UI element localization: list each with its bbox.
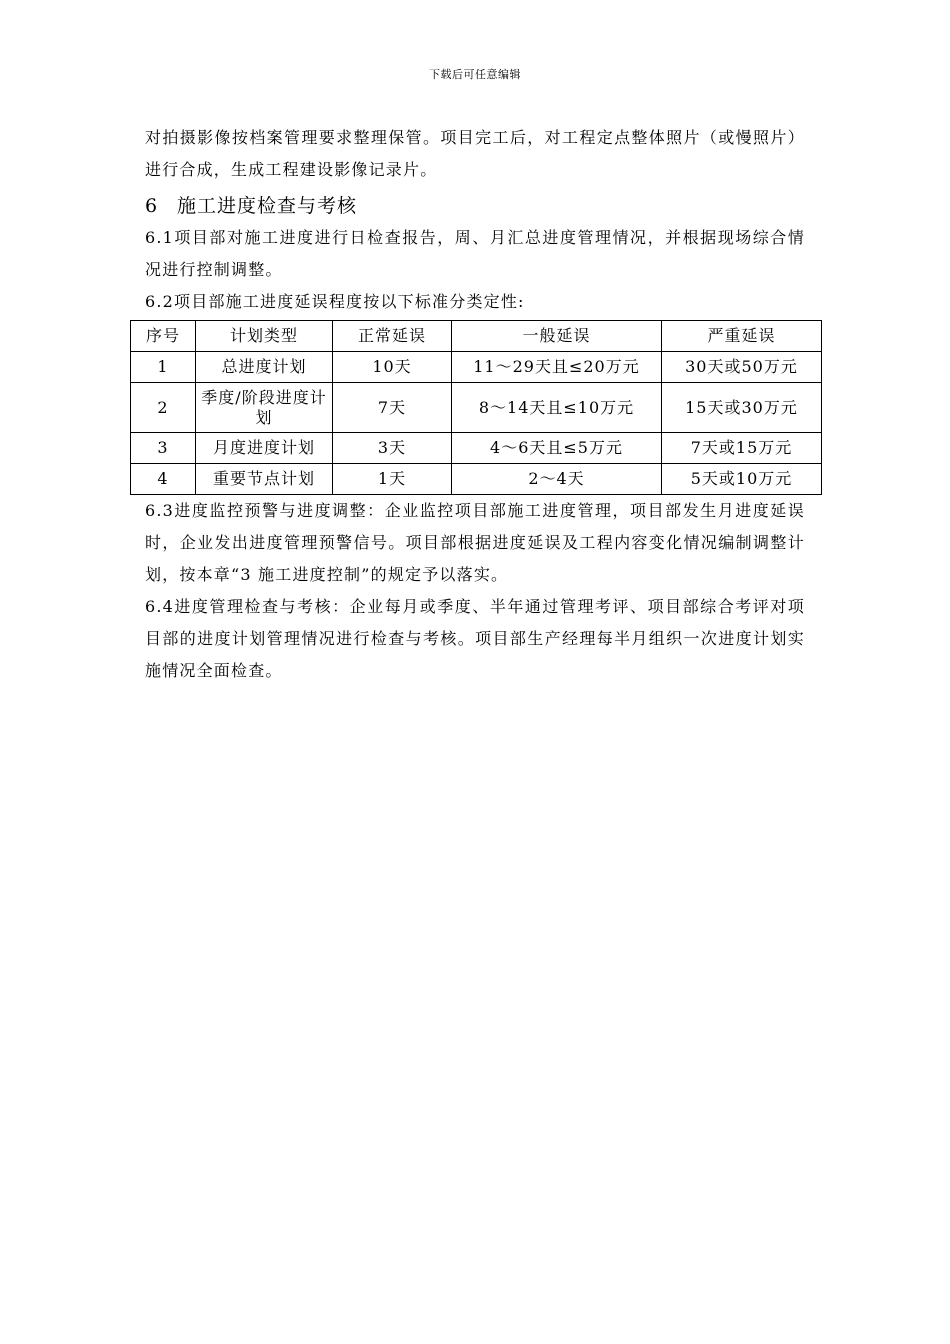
table-row <box>131 464 822 495</box>
cell-normal-delay: 10天 <box>333 352 452 383</box>
cell-general-delay: 4～6天且≤5万元 <box>452 433 662 464</box>
document-body <box>145 122 805 687</box>
cell-plan-type: 总进度计划 <box>196 352 333 383</box>
cell-index: 4 <box>131 464 196 495</box>
header-serious-delay: 严重延误 <box>662 321 822 352</box>
paragraph-6-3: 6.3进度监控预警与进度调整：企业监控项目部施工进度管理，项目部发生月进度延误时，企业发出进度管理预警信号。项目部根据进度延误及工程内容变化情况编制调整计划，按本章“3 施工进度控制”的规定予以落实。 <box>145 501 805 584</box>
cell-general-delay: 2～4天 <box>452 464 662 495</box>
cell-plan-type: 月度进度计划 <box>196 433 333 464</box>
header-general-delay: 一般延误 <box>452 321 662 352</box>
section-heading <box>145 190 805 222</box>
cell-index: 3 <box>131 433 196 464</box>
header-index: 序号 <box>131 321 196 352</box>
table-row <box>131 352 822 383</box>
cell-serious-delay: 5天或10万元 <box>662 464 822 495</box>
delay-classification-table <box>130 320 822 495</box>
cell-serious-delay: 15天或30万元 <box>662 383 822 433</box>
page-header-note: 下载后可任意编辑 <box>429 68 521 81</box>
cell-general-delay: 11～29天且≤20万元 <box>452 352 662 383</box>
cell-general-delay: 8～14天且≤10万元 <box>452 383 662 433</box>
table-row <box>131 433 822 464</box>
paragraph-intro: 对拍摄影像按档案管理要求整理保管。项目完工后，对工程定点整体照片（或慢照片）进行合成，生成工程建设影像记录片。 <box>145 128 805 179</box>
cell-normal-delay: 1天 <box>333 464 452 495</box>
cell-normal-delay: 7天 <box>333 383 452 433</box>
header-plan-type: 计划类型 <box>196 321 333 352</box>
cell-serious-delay: 7天或15万元 <box>662 433 822 464</box>
paragraph-6-1: 6.1项目部对施工进度进行日检查报告，周、月汇总进度管理情况，并根据现场综合情况进行控制调整。 <box>145 228 805 279</box>
table-header-row <box>131 321 822 352</box>
cell-index: 1 <box>131 352 196 383</box>
header-normal-delay: 正常延误 <box>333 321 452 352</box>
cell-index: 2 <box>131 383 196 433</box>
section-number: 6 <box>145 195 159 217</box>
table-row <box>131 383 822 433</box>
paragraph-6-4: 6.4进度管理检查与考核：企业每月或季度、半年通过管理考评、项目部综合考评对项目部的进度计划管理情况进行检查与考核。项目部生产经理每半月组织一次进度计划实施情况全面检查。 <box>145 597 805 680</box>
cell-normal-delay: 3天 <box>333 433 452 464</box>
section-title: 施工进度检查与考核 <box>177 195 358 217</box>
cell-serious-delay: 30天或50万元 <box>662 352 822 383</box>
paragraph-6-2: 6.2项目部施工进度延误程度按以下标准分类定性: <box>145 292 525 311</box>
cell-plan-type: 重要节点计划 <box>196 464 333 495</box>
cell-plan-type: 季度/阶段进度计划 <box>196 383 333 433</box>
